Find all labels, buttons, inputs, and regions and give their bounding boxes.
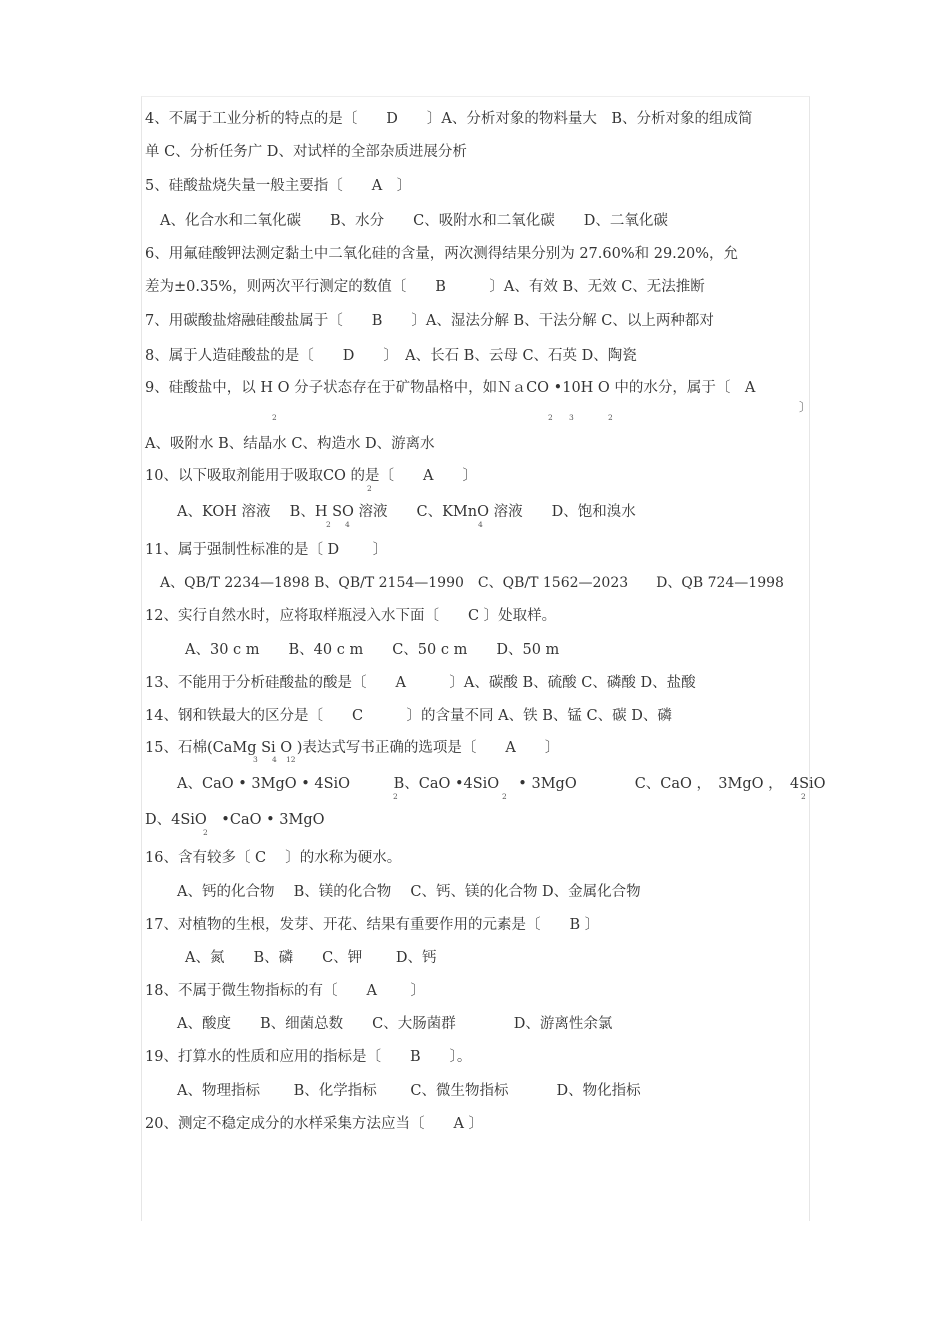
subscript-h2so4-2: 2 bbox=[326, 520, 331, 529]
question-9-bracket: 〕 bbox=[799, 400, 812, 414]
question-15: 15、石棉(CaMg Si O )表达式写书正确的选项是〔 A 〕 bbox=[145, 740, 560, 756]
question-14: 14、钢和铁最大的区分是〔 C 〕的含量不同 A、铁 B、锰 C、碳 D、磷 bbox=[145, 708, 672, 724]
question-10-options: A、KOH 溶液 B、H SO 溶液 C、KMnO 溶液 D、饱和溴水 bbox=[177, 504, 636, 520]
subscript-h2so4-4: 4 bbox=[345, 520, 350, 529]
question-8: 8、属于人造硅酸盐的是〔 D 〕 A、长石 B、云母 C、石英 D、陶瓷 bbox=[145, 348, 637, 364]
question-6-line-2: 差为±0.35%，则两次平行测定的数值〔 B 〕A、有效 B、无效 C、无法推断 bbox=[145, 279, 705, 295]
question-6-line-1: 6、用氟硅酸钾法测定黏土中二氧化硅的含量，两次测得结果分别为 27.60%和 29.20%，允 bbox=[145, 246, 739, 262]
question-13: 13、不能用于分析硅酸盐的酸是〔 A 〕A、碳酸 B、硫酸 C、磷酸 D、盐酸 bbox=[145, 675, 696, 691]
subscript-sio2-c: 2 bbox=[801, 792, 806, 801]
question-19: 19、打算水的性质和应用的指标是〔 B 〕。 bbox=[145, 1049, 472, 1065]
subscript-h2o-10: 2 bbox=[608, 413, 613, 422]
question-5: 5、硅酸盐烧失量一般主要指〔 A 〕 bbox=[145, 178, 412, 194]
subscript-h2o: 2 bbox=[272, 413, 277, 422]
question-19-options: A、物理指标 B、化学指标 C、微生物指标 D、物化指标 bbox=[177, 1083, 641, 1099]
question-18: 18、不属于微生物指标的有〔 A 〕 bbox=[145, 983, 426, 999]
question-17-options: A、氮 B、磷 C、钾 D、钙 bbox=[185, 950, 437, 966]
question-17: 17、对植物的生根，发芽、开花、结果有重要作用的元素是〔 B 〕 bbox=[145, 917, 600, 933]
subscript-kmno4: 4 bbox=[478, 520, 483, 529]
subscript-co2: 2 bbox=[367, 484, 372, 493]
question-5-options: A、化合水和二氧化碳 B、水分 C、吸附水和二氧化碳 D、二氧化碳 bbox=[160, 213, 668, 229]
subscript-camg: 3 bbox=[253, 755, 258, 764]
subscript-na2: 2 bbox=[548, 413, 553, 422]
subscript-o12: 12 bbox=[286, 755, 296, 764]
subscript-si: 4 bbox=[272, 755, 277, 764]
question-9: 9、硅酸盐中，以 H O 分子状态存在于矿物晶格中，如ＮａCO •10H O 中的水分，属于〔 A bbox=[145, 380, 756, 396]
question-16-options: A、钙的化合物 B、镁的化合物 C、钙、镁的化合物 D、金属化合物 bbox=[177, 884, 641, 900]
question-16: 16、含有较多〔 C 〕的水称为硬水。 bbox=[145, 850, 402, 866]
subscript-sio2-a: 2 bbox=[393, 792, 398, 801]
question-15-options-1: A、CaO • 3MgO • 4SiO B、CaO •4SiO • 3MgO C、CaO ， 3MgO ， 4SiO bbox=[177, 776, 826, 792]
question-18-options: A、酸度 B、细菌总数 C、大肠菌群 D、游离性余氯 bbox=[177, 1016, 613, 1032]
question-7: 7、用碳酸盐熔融硅酸盐属于〔 B 〕A、湿法分解 B、干法分解 C、以上两种都对 bbox=[145, 313, 714, 329]
question-9-options: A、吸附水 B、结晶水 C、构造水 D、游离水 bbox=[145, 436, 435, 452]
question-11-options: A、QB/T 2234—1898 B、QB/T 2154—1990 C、QB/T 1562—2023 D、QB 724—1998 bbox=[160, 575, 784, 591]
question-20: 20、测定不稳定成分的水样采集方法应当〔 A 〕 bbox=[145, 1116, 484, 1132]
question-11: 11、属于强制性标准的是〔 D 〕 bbox=[145, 542, 388, 558]
subscript-co3: 3 bbox=[569, 413, 574, 422]
question-4-line-2: 单 C、分析任务广 D、对试样的全部杂质进展分析 bbox=[145, 144, 467, 160]
subscript-sio2-b: 2 bbox=[502, 792, 507, 801]
subscript-sio2-d: 2 bbox=[203, 828, 208, 837]
question-12: 12、实行自然水时，应将取样瓶浸入水下面〔 C 〕处取样。 bbox=[145, 608, 557, 624]
question-10: 10、以下吸取剂能用于吸取CO 的是〔 A 〕 bbox=[145, 468, 478, 484]
question-4-line-1: 4、不属于工业分析的特点的是〔 D 〕A、分析对象的物料量大 B、分析对象的组成简 bbox=[145, 111, 753, 127]
question-15-options-2: D、4SiO •CaO • 3MgO bbox=[145, 812, 325, 828]
question-12-options: A、30 c m B、40 c m C、50 c m D、50 m bbox=[185, 642, 560, 658]
